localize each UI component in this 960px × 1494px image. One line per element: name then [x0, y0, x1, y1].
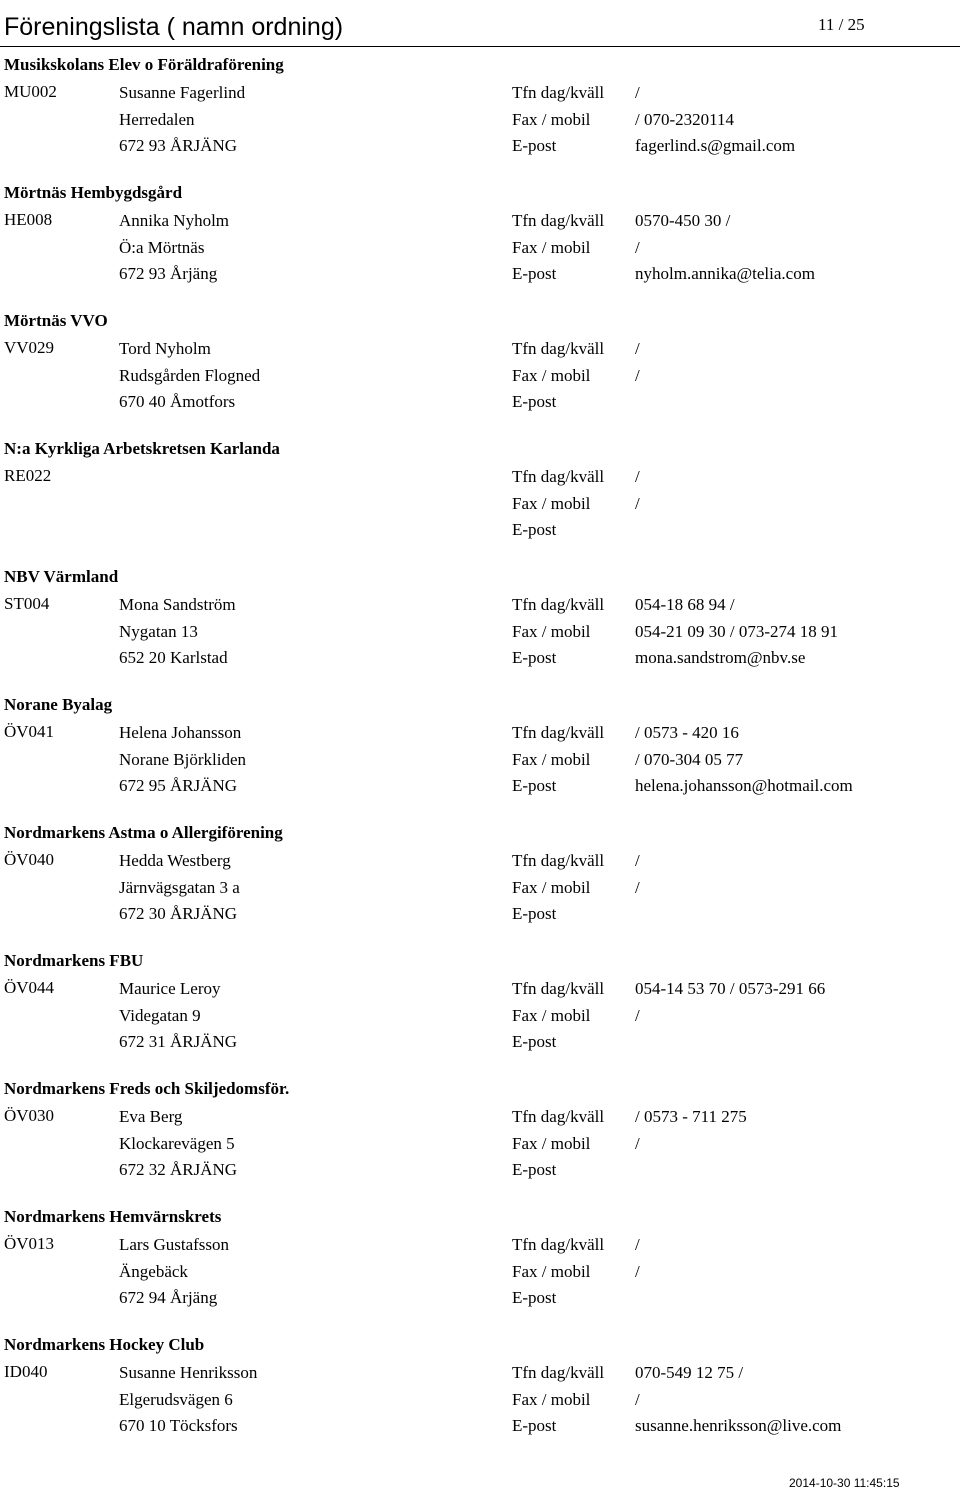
phone-value: 054-18 68 94 /: [635, 595, 735, 614]
fax-label: Fax / mobil: [512, 1262, 591, 1281]
fax-label: Fax / mobil: [512, 622, 591, 641]
fax-label: Fax / mobil: [512, 878, 591, 897]
postal-address: 652 20 Karlstad: [119, 648, 228, 667]
fax-value: /: [635, 1134, 640, 1153]
fax-value: /: [635, 878, 640, 897]
street-address: Ö:a Mörtnäs: [119, 238, 205, 257]
association-name: Nordmarkens FBU: [4, 951, 144, 970]
phone-label: Tfn dag/kväll: [512, 1235, 605, 1254]
association-entry: [0, 438, 960, 566]
fax-label: Fax / mobil: [512, 110, 591, 129]
fax-label: Fax / mobil: [512, 494, 591, 513]
page-header: [0, 0, 960, 47]
email-label: E-post: [512, 1032, 557, 1051]
street-address: Herredalen: [119, 110, 195, 129]
association-entry: [0, 950, 960, 1078]
association-code: ÖV040: [4, 850, 55, 869]
association-entry: [0, 1206, 960, 1334]
association-entry: [0, 822, 960, 950]
street-address: Järnvägsgatan 3 a: [119, 878, 240, 897]
association-name: Mörtnäs Hembygdsgård: [4, 183, 183, 202]
postal-address: 670 40 Åmotfors: [119, 392, 236, 411]
association-name: Musikskolans Elev o Föräldraförening: [4, 55, 284, 74]
postal-address: 672 95 ÅRJÄNG: [119, 776, 238, 795]
street-address: Klockarevägen 5: [119, 1134, 235, 1153]
email-label: E-post: [512, 264, 557, 283]
association-code: ST004: [4, 594, 50, 613]
phone-value: /: [635, 467, 640, 486]
page-title: Föreningslista ( namn ordning): [4, 13, 344, 41]
association-code: MU002: [4, 82, 57, 101]
email-label: E-post: [512, 1160, 557, 1179]
phone-label: Tfn dag/kväll: [512, 1363, 605, 1382]
email-value: mona.sandstrom@nbv.se: [635, 648, 806, 667]
email-label: E-post: [512, 520, 557, 539]
postal-address: 672 31 ÅRJÄNG: [119, 1032, 238, 1051]
fax-label: Fax / mobil: [512, 1006, 591, 1025]
association-name: Norane Byalag: [4, 695, 113, 714]
page-number: 11 / 25: [818, 15, 865, 34]
association-entry: [0, 1334, 960, 1462]
phone-value: 070-549 12 75 /: [635, 1363, 744, 1382]
association-code: ÖV013: [4, 1234, 55, 1253]
contact-name: Susanne Fagerlind: [119, 83, 246, 102]
phone-label: Tfn dag/kväll: [512, 211, 605, 230]
contact-name: Susanne Henriksson: [119, 1363, 258, 1382]
association-entry: [0, 310, 960, 438]
email-value: helena.johansson@hotmail.com: [635, 776, 853, 795]
postal-address: 672 32 ÅRJÄNG: [119, 1160, 238, 1179]
fax-value: /: [635, 1262, 640, 1281]
association-code: ÖV030: [4, 1106, 55, 1125]
fax-value: /: [635, 1390, 640, 1409]
street-address: Nygatan 13: [119, 622, 198, 641]
postal-address: 670 10 Töcksfors: [119, 1416, 238, 1435]
association-name: Nordmarkens Hockey Club: [4, 1335, 205, 1354]
association-code: RE022: [4, 466, 52, 485]
street-address: Rudsgården Flogned: [119, 366, 261, 385]
association-entry: [0, 1078, 960, 1206]
fax-value: /: [635, 238, 640, 257]
phone-value: /: [635, 851, 640, 870]
phone-label: Tfn dag/kväll: [512, 723, 605, 742]
association-entry: [0, 566, 960, 694]
fax-value: 054-21 09 30 / 073-274 18 91: [635, 622, 839, 641]
phone-label: Tfn dag/kväll: [512, 339, 605, 358]
contact-name: Mona Sandström: [119, 595, 236, 614]
email-label: E-post: [512, 136, 557, 155]
street-address: Ängebäck: [119, 1262, 188, 1281]
contact-name: Lars Gustafsson: [119, 1235, 230, 1254]
fax-label: Fax / mobil: [512, 1390, 591, 1409]
phone-value: / 0573 - 420 16: [635, 723, 739, 742]
phone-label: Tfn dag/kväll: [512, 1107, 605, 1126]
postal-address: 672 94 Årjäng: [119, 1288, 218, 1307]
association-name: Nordmarkens Astma o Allergiförening: [4, 823, 283, 842]
email-label: E-post: [512, 648, 557, 667]
phone-label: Tfn dag/kväll: [512, 467, 605, 486]
association-name: N:a Kyrkliga Arbetskretsen Karlanda: [4, 439, 280, 458]
association-entry: [0, 694, 960, 822]
fax-label: Fax / mobil: [512, 750, 591, 769]
phone-value: / 0573 - 711 275: [635, 1107, 747, 1126]
email-label: E-post: [512, 904, 557, 923]
email-label: E-post: [512, 1416, 557, 1435]
fax-label: Fax / mobil: [512, 366, 591, 385]
street-address: Norane Björkliden: [119, 750, 246, 769]
postal-address: 672 93 ÅRJÄNG: [119, 136, 238, 155]
postal-address: 672 93 Årjäng: [119, 264, 218, 283]
association-code: ÖV044: [4, 978, 55, 997]
print-timestamp: 2014-10-30 11:45:15: [789, 1476, 900, 1490]
fax-value: /: [635, 366, 640, 385]
association-name: Nordmarkens Freds och Skiljedomsför.: [4, 1079, 290, 1098]
phone-value: /: [635, 83, 640, 102]
fax-value: / 070-2320114: [635, 110, 735, 129]
fax-value: /: [635, 494, 640, 513]
postal-address: 672 30 ÅRJÄNG: [119, 904, 238, 923]
email-value: fagerlind.s@gmail.com: [635, 136, 796, 155]
association-name: NBV Värmland: [4, 567, 119, 586]
association-code: ID040: [4, 1362, 48, 1381]
phone-value: /: [635, 1235, 640, 1254]
phone-label: Tfn dag/kväll: [512, 595, 605, 614]
association-entry: [0, 54, 960, 182]
phone-label: Tfn dag/kväll: [512, 83, 605, 102]
fax-value: /: [635, 1006, 640, 1025]
street-address: Elgerudsvägen 6: [119, 1390, 233, 1409]
association-code: VV029: [4, 338, 55, 357]
phone-value: 054-14 53 70 / 0573-291 66: [635, 979, 826, 998]
email-label: E-post: [512, 776, 557, 795]
association-name: Mörtnäs VVO: [4, 311, 108, 330]
fax-value: / 070-304 05 77: [635, 750, 744, 769]
association-entry: [0, 182, 960, 310]
street-address: Videgatan 9: [119, 1006, 201, 1025]
contact-name: Tord Nyholm: [119, 339, 211, 358]
association-list: [0, 54, 960, 1462]
fax-label: Fax / mobil: [512, 1134, 591, 1153]
fax-label: Fax / mobil: [512, 238, 591, 257]
contact-name: Annika Nyholm: [119, 211, 230, 230]
email-label: E-post: [512, 392, 557, 411]
phone-label: Tfn dag/kväll: [512, 851, 605, 870]
association-code: HE008: [4, 210, 53, 229]
phone-value: 0570-450 30 /: [635, 211, 731, 230]
contact-name: Maurice Leroy: [119, 979, 221, 998]
email-value: susanne.henriksson@live.com: [635, 1416, 842, 1435]
contact-name: Helena Johansson: [119, 723, 242, 742]
association-code: ÖV041: [4, 722, 55, 741]
email-value: nyholm.annika@telia.com: [635, 264, 815, 283]
contact-name: Hedda Westberg: [119, 851, 231, 870]
email-label: E-post: [512, 1288, 557, 1307]
contact-name: Eva Berg: [119, 1107, 183, 1126]
association-name: Nordmarkens Hemvärnskrets: [4, 1207, 222, 1226]
phone-value: /: [635, 339, 640, 358]
phone-label: Tfn dag/kväll: [512, 979, 605, 998]
